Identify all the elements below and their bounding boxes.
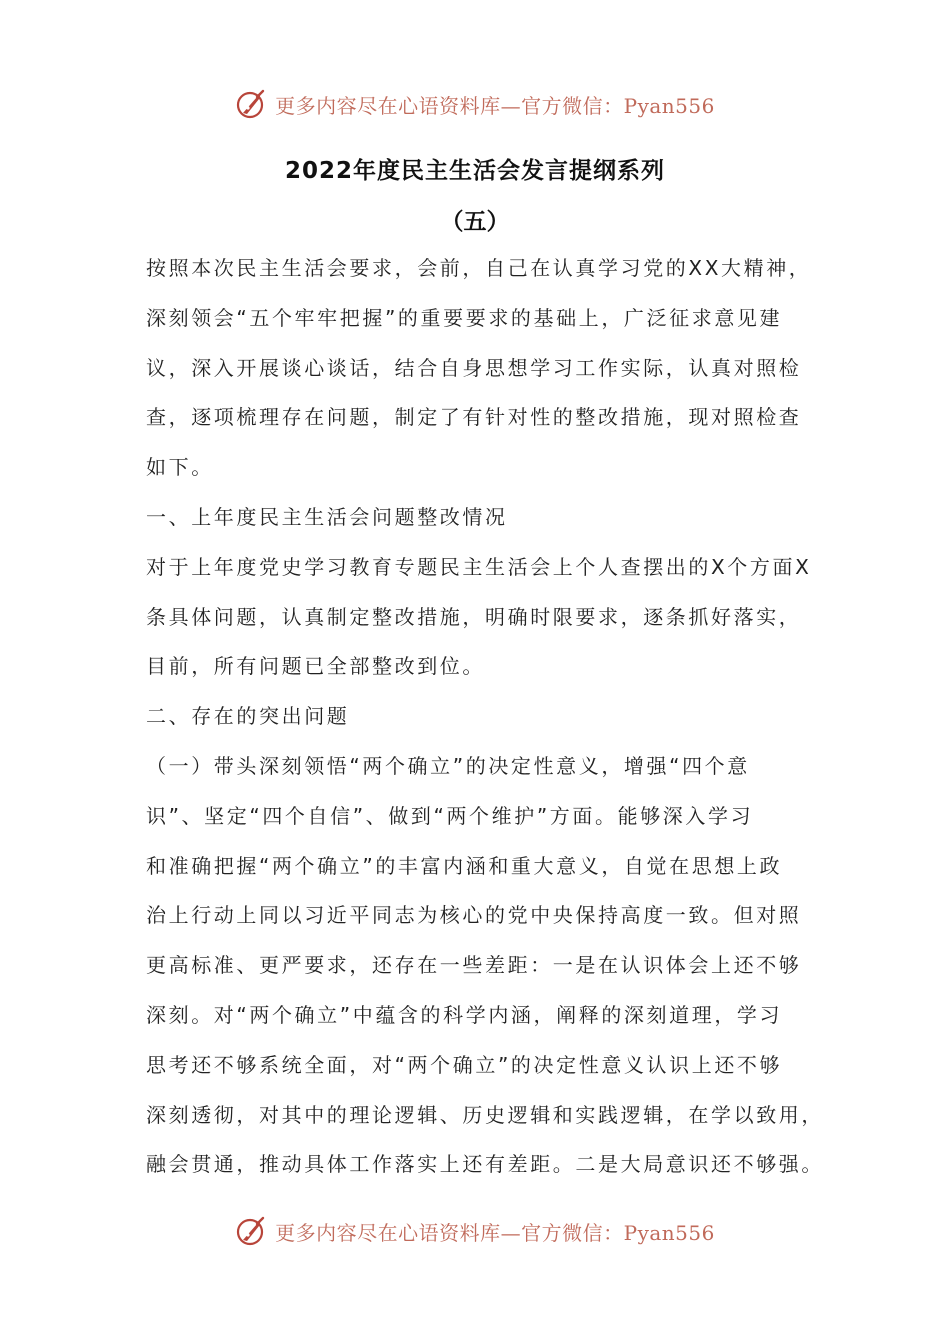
body-line: 深刻领会“五个牢牢把握”的重要要求的基础上，广泛征求意见建 [146, 305, 783, 330]
body-line: 议，深入开展谈心谈话，结合自身思想学习工作实际，认真对照检 [146, 355, 802, 380]
body-line: 和准确把握“两个确立”的丰富内涵和重大意义，自觉在思想上政 [146, 853, 783, 878]
body-line: 条具体问题，认真制定整改措施，明确时限要求，逐条抓好落实， [146, 604, 802, 629]
body-line: 思考还不够系统全面，对“两个确立”的决定性意义认识上还不够 [146, 1052, 783, 1077]
pen-nib-circle-icon [235, 1214, 269, 1248]
body-line: 按照本次民主生活会要求，会前，自己在认真学习党的XX大精神， [146, 256, 812, 280]
watermark-text: 更多内容尽在心语资料库—官方微信：Pyan556 [275, 93, 715, 118]
body-line: 治上行动上同以习近平同志为核心的党中央保持高度一致。但对照 [146, 903, 802, 928]
section-heading-1: 一、上年度民主生活会问题整改情况 [146, 504, 508, 529]
body-line: 融会贯通，推动具体工作落实上还有差距。二是大局意识还不够强。 [146, 1152, 824, 1177]
body-line: （一）带头深刻领悟“两个确立”的决定性意义，增强“四个意 [146, 753, 750, 778]
body-line: 更高标准、更严要求，还存在一些差距：一是在认识体会上还不够 [146, 953, 802, 978]
body-line: 查，逐项梳理存在问题，制定了有针对性的整改措施，现对照检查 [146, 405, 802, 430]
document-subtitle: （五） [440, 209, 510, 235]
document-body [146, 244, 826, 1190]
header-watermark-banner [0, 84, 950, 124]
footer-watermark-banner [0, 1211, 950, 1251]
body-line: 识”、坚定“四个自信”、做到“两个维护”方面。能够深入学习 [146, 803, 754, 828]
pen-nib-circle-icon [235, 87, 269, 121]
body-line: 目前，所有问题已全部整改到位。 [146, 654, 485, 679]
document-title: 2022年度民主生活会发言提纲系列 [284, 158, 665, 184]
body-line: 对于上年度党史学习教育专题民主生活会上个人查摆出的X个方面X [146, 554, 812, 579]
section-heading-2: 二、存在的突出问题 [146, 704, 350, 729]
watermark-text: 更多内容尽在心语资料库—官方微信：Pyan556 [275, 1220, 715, 1245]
body-line: 深刻透彻，对其中的理论逻辑、历史逻辑和实践逻辑，在学以致用， [146, 1102, 824, 1127]
body-line: 深刻。对“两个确立”中蕴含的科学内涵，阐释的深刻道理，学习 [146, 1002, 783, 1027]
body-line: 如下。 [146, 455, 214, 480]
